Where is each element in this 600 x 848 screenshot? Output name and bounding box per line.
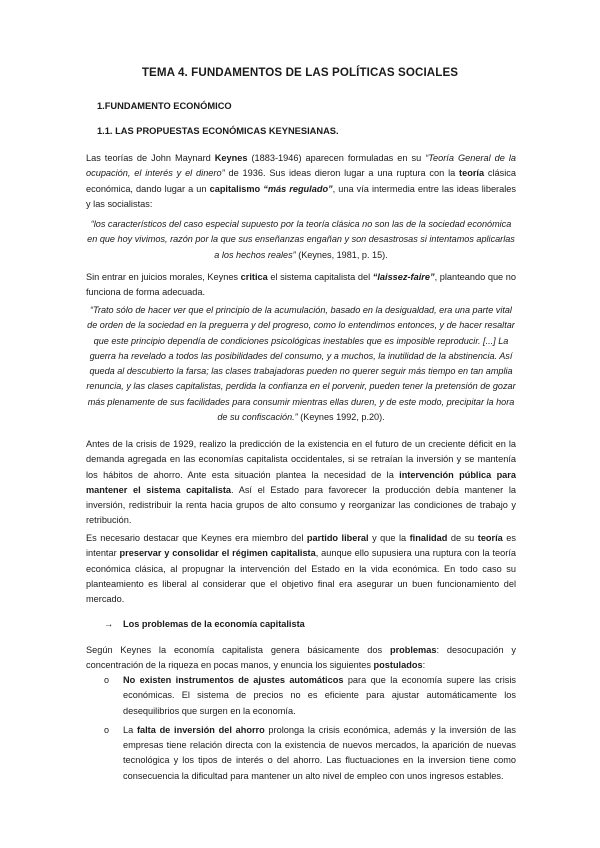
- quote-keynes-1981: “los característicos del caso especial supuesto por la teoría clásica no son las de la sociedad económica en que hoy vivimos, razón por la que sus enseñanzas engañan y son desastrosas si intentamos aplicarlas a los hechos reales” (Keynes, 1981, p. 15).: [87, 219, 515, 260]
- section-heading: 1.FUNDAMENTO ECONÓMICO: [97, 101, 232, 111]
- bullet-icon: o: [104, 675, 110, 685]
- list-item: o No existen instrumentos de ajustes automáticos para que la economía supere las crisis económicas. El sistema de precios no es eficiente para ajustar automáticamente los desequilibrios que surgen en la economía.: [104, 675, 517, 716]
- quote-citation: (Keynes 1992, p.20).: [297, 412, 385, 423]
- keynes-bold: Keynes: [214, 153, 248, 163]
- problems-heading: → Los problemas de la economía capitalista: [104, 619, 305, 629]
- paragraph-partido-liberal: Es necesario destacar que Keynes era miembro del partido liberal y que la finalidad de su teoría es intentar preservar y consolidar el régimen capitalista, aunque ello supusiera una ruptura con la teoría económica clásica, al propugnar la intervención del Estado en la vida económica. En todo caso su planteamiento es liberal al considerar que el objetivo final era asegurar un buen funcionamiento del mercado.: [86, 533, 516, 605]
- paragraph-problemas: Según Keynes la economía capitalista genera básicamente dos problemas: desocupación y concentración de la riqueza en pocas manos, y enuncia los siguientes postulados:: [86, 645, 517, 671]
- postulados-list: [104, 673, 516, 788]
- quote-keynes-1992: “Trato sólo de hacer ver que el principio de la acumulación, basado en la desigualdad, era una parte vital de orden de la sociedad en la preguerra y del progreso, como lo entendimos entonces, y de hacer resaltar que este principio dependía de condiciones psicológicas inestables que es imposible reproducir. [...] La guerra ha revelado a todos las posibilidades del consumo, y a muchos, la inutilidad de la abstinencia. Así queda al descubierto la farsa; las clases trabajadoras pueden no querer seguir más tiempo en tan amplia renuncia, y las clases capitalistas, perdida la confianza en el porvenir, pueden tener la pretensión de gozar más plenamente de sus facilidades para consumir mientras ellas duren, y de este modo, precipitar la hora de su confiscación.” (Keynes 1992, p.20).: [86, 305, 516, 423]
- paragraph-critica: Sin entrar en juicios morales, Keynes critica el sistema capitalista del “laissez-faire”, planteando que no funciona de forma adecuada.: [86, 272, 517, 298]
- paragraph-keynes-intro: Las teorías de John Maynard Keynes (1883-1946) aparecen formuladas en su “Teoría General de la ocupación, el interés y el dinero” de 1936. Sus ideas dieron lugar a una ruptura con la teoría clásica económica, dando lugar a un capitalismo “más regulado”, una vía intermedia entre las ideas liberales y las socialistas:: [86, 153, 516, 209]
- document-title: TEMA 4. FUNDAMENTOS DE LAS POLÍTICAS SOCIALES: [141, 66, 459, 79]
- list-item: o La falta de inversión del ahorro prolonga la crisis económica, además y la inversión de las empresas tiene relación directa con la existencia de nuevos mercados, la aparición de nuevas tecnológica y los tipos de interés o del ahorro. Las fluctuaciones en la inversion tiene como consecuencia la dificultad para mantener un alto nivel de empleo con unos ingresos estables.: [104, 724, 516, 781]
- subsection-heading: 1.1. LAS PROPUESTAS ECONÓMICAS KEYNESIANAS.: [97, 126, 339, 136]
- paragraph-crisis-1929: Antes de la crisis de 1929, realizo la predicción de la existencia en el futuro de un creciente déficit en la demanda agregada en las economías capitalista occidentales, si se retraían la inversión y se mantenía los hábitos de ahorro. Ante esta situación plantea la necesidad de la intervención pública para mantener el sistema capitalista. Así el Estado para favorecer la producción debía mantener la inversión, redistribuir la renta hacia grupos de alto consumo y reorganizar las condiciones de trabajo y retribución.: [86, 439, 516, 526]
- arrow-right-icon: →: [104, 619, 114, 629]
- quote-citation: (Keynes, 1981, p. 15).: [295, 249, 388, 260]
- book-title: “Teoría General de la ocupación, el interés y el dinero”: [86, 153, 516, 179]
- bullet-icon: o: [104, 724, 110, 735]
